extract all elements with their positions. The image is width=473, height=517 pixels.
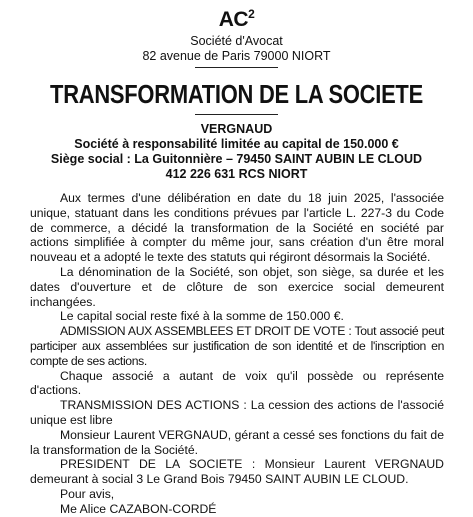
paragraph: ADMISSION AUX ASSEMBLEES ET DROIT DE VOTE : Tout associé peut participer aux assemblées sur justification de son identité et de l'inscription en compte de ses actions. <box>30 324 444 368</box>
paragraph: Monsieur Laurent VERGNAUD, gérant a cessé ses fonctions du fait de la transformation de la Société. <box>30 427 444 457</box>
paragraph: Chaque associé a autant de voix qu'il possède ou représente d'actions. <box>30 368 444 398</box>
paragraph: TRANSMISSION DES ACTIONS : La cession des actions de l'associé unique est libre <box>30 398 444 427</box>
paragraph: PRESIDENT DE LA SOCIETE : Monsieur Laurent VERGNAUD demeurant à social 3 Le Grand Bois 79450 SAINT AUBIN LE CLOUD. <box>30 457 444 487</box>
notice-title: TRANSFORMATION DE LA SOCIETE <box>50 81 423 109</box>
logo-text: AC <box>218 8 249 31</box>
logo-superscript: 2 <box>248 7 255 21</box>
company-name: VERGNAUD <box>200 122 273 136</box>
company-rcs: 412 226 631 RCS NIORT <box>165 167 308 181</box>
firm-address: 82 avenue de Paris 79000 NIORT <box>142 49 331 63</box>
firm-type: Société d'Avocat <box>190 34 283 48</box>
paragraph: Le capital social reste fixé à la somme de 150.000 €. <box>60 309 344 324</box>
company-form: Société à responsabilité limitée au capital de 150.000 € <box>74 137 399 151</box>
divider <box>195 114 278 115</box>
divider <box>195 67 278 68</box>
paragraph: Aux termes d'une délibération en date du 18 juin 2025, l'associée unique, statuant dans les conditions prévues par l'article L. 227-3 du Code de commerce, a décidé la transformation de la Société en société par actions simplifiée à compter du même jour, sans création d'un être moral nouveau et a adopté le texte des statuts qui régiront désormais la Société. <box>30 191 444 265</box>
closing: Pour avis, <box>60 486 115 501</box>
signature: Me Alice CAZABON-CORDÉ <box>60 501 217 516</box>
paragraph: La dénomination de la Société, son objet, son siège, sa durée et les dates d'ouverture et de clôture de son exercice social demeurent inchangées. <box>30 264 444 309</box>
company-seat: Siège social : La Guitonnière – 79450 SAINT AUBIN LE CLOUD <box>50 152 423 166</box>
firm-logo <box>0 2 473 32</box>
notice-body <box>30 191 444 517</box>
